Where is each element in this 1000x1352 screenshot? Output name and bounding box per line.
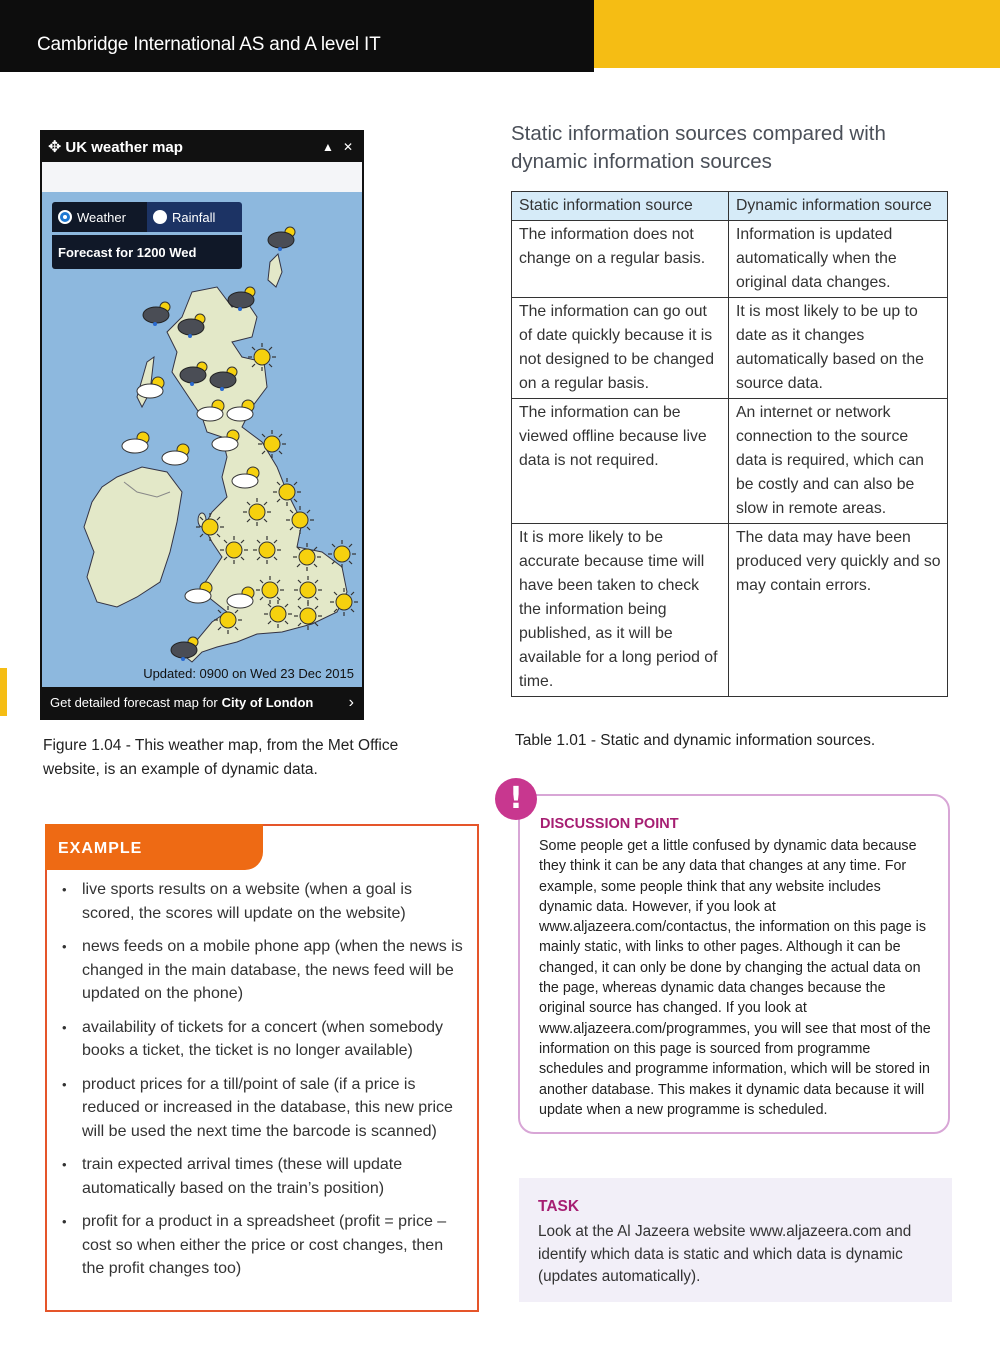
uk-weather-map[interactable] [42,192,362,687]
table-row [512,399,948,524]
table-cell: The information does not change on a regular basis. [512,221,729,298]
table-row [512,298,948,399]
footer-link-text: Get detailed forecast map for [50,695,218,710]
example-list [61,878,467,1291]
book-title: Cambridge International AS and A level IT [37,34,381,55]
table-cell: The information can go out of date quickly because it is not designed to be changed on a regular basis. [512,298,729,399]
discussion-heading: DISCUSSION POINT [540,816,679,832]
move-arrows-icon[interactable]: ✥ [48,139,62,156]
detailed-forecast-link[interactable] [42,687,362,718]
list-item: • product prices for a till/point of sale (if a price is reduced or increased in the database, this new price will be used the next time the barcode is scanned) [61,1073,467,1144]
forecast-time-label: Forecast for 1200 Wed [52,235,242,269]
exclamation-icon: ! [495,778,537,820]
header-accent-band [594,0,1000,68]
close-icon[interactable]: ✕ [342,140,354,154]
footer-location: City of London [221,695,314,710]
task-heading: TASK [538,1198,580,1215]
table-cell: Information is updated automatically when the original data changes. [729,221,948,298]
weather-radio-label: Weather [77,209,126,225]
example-box [45,824,479,1312]
weather-radio[interactable] [52,202,147,232]
column-header-static: Static information source [512,192,729,221]
table-header-row [512,192,948,221]
rainfall-radio-label: Rainfall [172,209,216,225]
updated-timestamp: Updated: 0900 on Wed 23 Dec 2015 [143,666,354,681]
map-controls [52,202,242,269]
rainfall-radio[interactable] [147,202,242,232]
triangle-up-icon[interactable]: ▲ [322,140,334,154]
table-row [512,221,948,298]
layer-radio-group [52,202,242,232]
chevron-right-icon[interactable]: › [348,693,354,711]
table-cell: It is most likely to be up to date as it changes automatically based on the source data. [729,298,948,399]
table-cell: An internet or network connection to the source data is required, which can be costly and can also be slow in remote areas. [729,399,948,524]
section-title: Static information sources compared with dynamic information sources [511,122,886,173]
weather-map-widget [40,130,364,720]
list-item: • live sports results on a website (when a goal is scored, the scores will update on the website) [61,878,467,925]
list-item: • availability of tickets for a concert (when somebody books a ticket, the ticket is no longer available) [61,1016,467,1063]
column-header-dynamic: Dynamic information source [729,192,948,221]
list-item: • profit for a product in a spreadsheet (profit = price – cost so when either the price or cost changes, then the profit changes too) [61,1210,467,1281]
radio-selected-icon [58,210,72,224]
table-cell: The data may have been produced very quickly and so may contain errors. [729,524,948,697]
widget-blank-strip [42,162,362,192]
figure-caption: Figure 1.04 - This weather map, from the Met Office website, is an example of dynamic data. [43,737,399,778]
list-item: • train expected arrival times (these will update automatically based on the train’s position) [61,1153,467,1200]
widget-titlebar[interactable] [42,132,362,162]
discussion-text: Some people get a little confused by dynamic data because they think it can be any data that changes at any time. For example, some people think that any website includes dynamic data. However, if you look at www.aljazeera.com/contactus, the information on this page is mainly static, with links to other pages. Although it can be changed, it can only be done by changing the actual data on the page, whereas dynamic data changes because the original source has changed. If you look at www.aljazeera.com/programmes, you will see that most of the information on this page is sourced from programme schedules and programme information, which will be stored in another database. This makes it dynamic data because it will update when a new programme is scheduled. [539,838,931,1118]
widget-title: UK weather map [65,138,183,156]
page-side-tab [0,668,7,716]
table-cell: The information can be viewed offline because live data is not required. [512,399,729,524]
task-text: Look at the Al Jazeera website www.aljazeera.com and identify which data is static and which data is dynamic (updates automatically). [538,1223,912,1285]
radio-unselected-icon [153,210,167,224]
list-item: • news feeds on a mobile phone app (when the news is changed in the main database, the news feed will be updated on the phone) [61,935,467,1006]
comparison-table [511,191,948,697]
table-caption: Table 1.01 - Static and dynamic information sources. [515,732,876,749]
table-cell: It is more likely to be accurate because time will have been taken to check the information being published, as it will be available for a long period of time. [512,524,729,697]
table-row [512,524,948,697]
example-label: EXAMPLE [45,824,263,870]
